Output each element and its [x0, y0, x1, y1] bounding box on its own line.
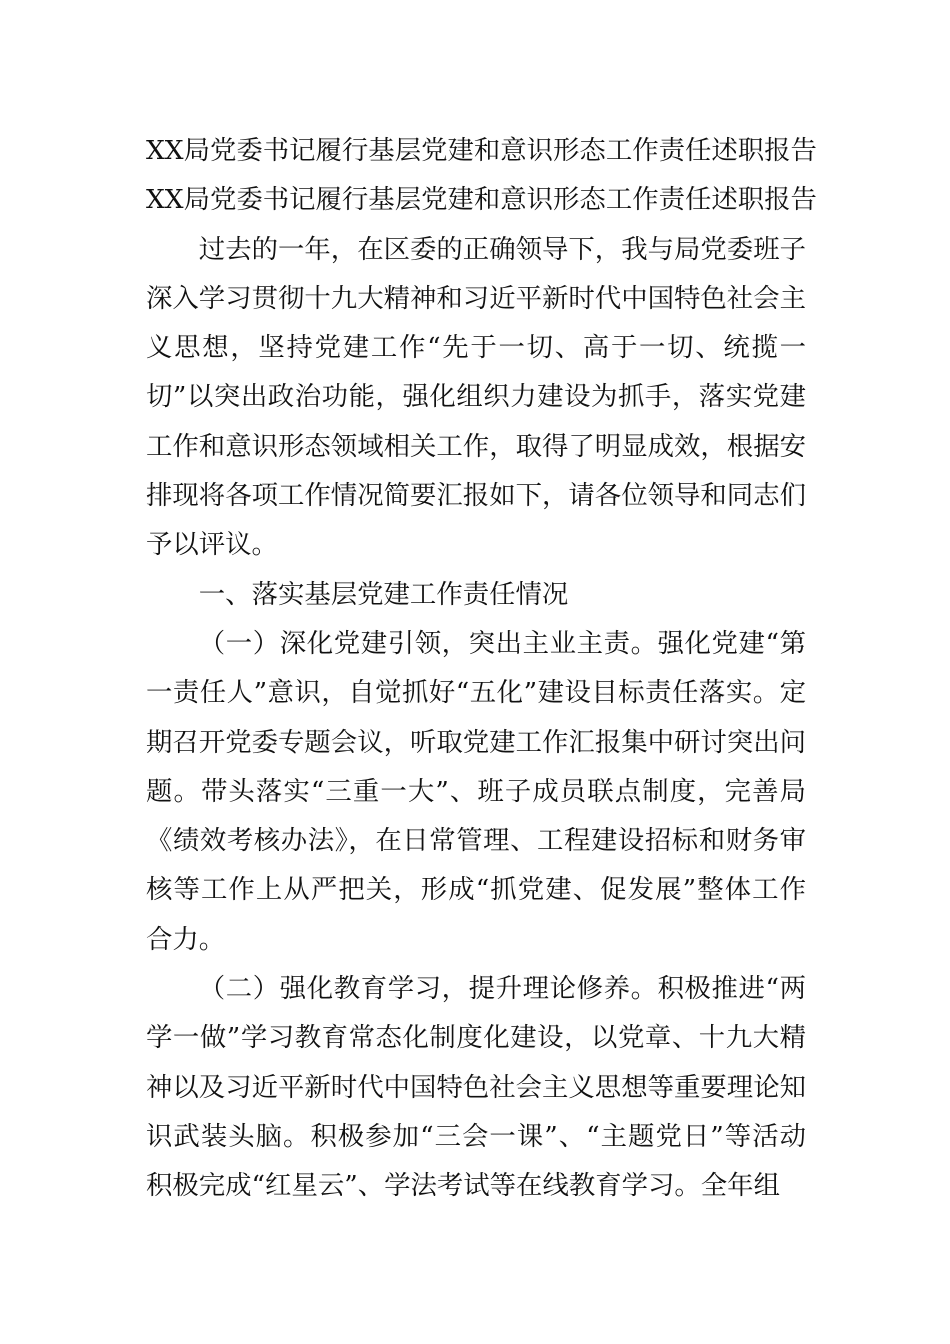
intro-paragraph: 过去的一年，在区委的正确领导下，我与局党委班子深入学习贯彻十九大精神和习近平新时代中国特色社会主义思想，坚持党建工作“先于一切、高于一切、统揽一切”以突出政治功能，强化组织力建设为抓手，落实党建工作和意识形态领域相关工作，取得了明显成效，根据安排现将各项工作情况简要汇报如下，请各位领导和同志们予以评议。 — [146, 233, 806, 561]
subsection-paragraph-1: （一）深化党建引领，突出主业主责。强化党建“第一责任人”意识，自觉抓好“五化”建设目标责任落实。定期召开党委专题会议，听取党建工作汇报集中研讨突出问题。带头落实“三重一大”、班子成员联点制度，完善局《绩效考核办法》，在日常管理、工程建设招标和财务审核等工作上从严把关，形成“抓党建、促发展”整体工作合力。 — [146, 627, 806, 955]
document-body — [146, 126, 817, 1211]
section-heading: 一、落实基层党建工作责任情况 — [198, 578, 569, 610]
subsection-paragraph-2: （二）强化教育学习，提升理论修养。积极推进“两学一做”学习教育常态化制度化建设，以党章、十九大精神以及习近平新时代中国特色社会主义思想等重要理论知识武装头脑。积极参加“三会一课”、“主题党日”等活动积极完成“红星云”、学法考试等在线教育学习。全年组 — [146, 973, 806, 1202]
document-title-repeat: XX局党委书记履行基层党建和意识形态工作责任述职报告 — [146, 184, 817, 216]
document-title: XX局党委书记履行基层党建和意识形态工作责任述职报告 — [146, 135, 817, 166]
